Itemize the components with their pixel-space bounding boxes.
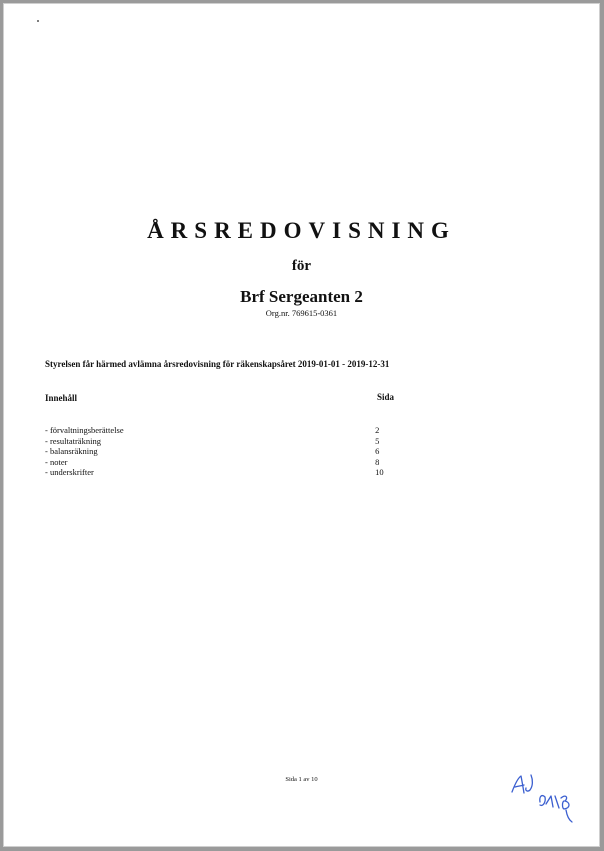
toc-row bbox=[45, 467, 405, 478]
document-page bbox=[3, 3, 600, 847]
signature-stroke bbox=[512, 776, 524, 793]
toc-row bbox=[45, 425, 405, 436]
toc-item-label: - resultaträkning bbox=[45, 435, 101, 446]
page-footer: Sida 1 av 10 bbox=[285, 776, 318, 783]
signature-stroke bbox=[566, 810, 572, 822]
scan-speck bbox=[37, 20, 39, 22]
toc-item-page: 10 bbox=[375, 467, 384, 477]
toc-item-page: 6 bbox=[375, 446, 380, 456]
table-of-contents bbox=[45, 425, 405, 478]
toc-item-page: 2 bbox=[375, 425, 380, 435]
intro-statement: Styrelsen får härmed avlämna årsredovisning för räkenskapsåret 2019-01-01 - 2019-12-31 bbox=[45, 359, 390, 369]
signature-stroke bbox=[540, 796, 545, 806]
signature-stroke bbox=[526, 775, 533, 791]
toc-item-label: - förvaltningsberättelse bbox=[45, 425, 124, 435]
toc-row bbox=[45, 436, 405, 447]
toc-page-heading: Sida bbox=[377, 392, 395, 402]
organization-number: Org.nr. 769615-0361 bbox=[265, 308, 338, 318]
toc-row bbox=[45, 446, 405, 457]
toc-heading: Innehåll bbox=[45, 393, 78, 403]
handwritten-signature bbox=[509, 772, 579, 828]
for-text: för bbox=[291, 258, 312, 274]
signature-stroke bbox=[546, 796, 553, 807]
toc-row bbox=[45, 457, 405, 468]
toc-item-page: 8 bbox=[375, 456, 380, 467]
toc-item-page: 5 bbox=[375, 435, 380, 446]
document-title: ÅRSREDOVISNING bbox=[147, 218, 456, 243]
organization-name: Brf Sergeanten 2 bbox=[240, 287, 363, 306]
toc-item-label: - noter bbox=[45, 456, 68, 467]
signature-stroke bbox=[555, 796, 559, 808]
toc-item-label: - balansräkning bbox=[45, 446, 98, 456]
signature-stroke bbox=[561, 796, 569, 809]
toc-item-label: - underskrifter bbox=[45, 467, 94, 477]
